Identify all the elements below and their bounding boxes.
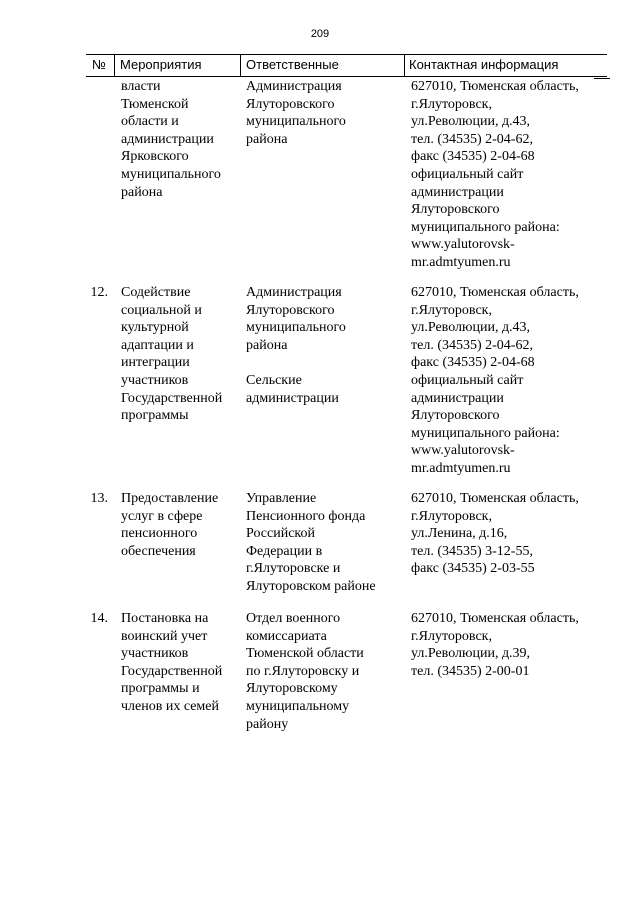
row-number: 13. bbox=[90, 491, 108, 506]
page-number: 209 bbox=[310, 28, 330, 40]
row-event: власти Тюменской области и администрации Ярковского муниципального района bbox=[121, 79, 221, 200]
row-contacts: 627010, Тюменская область, г.Ялуторовск, ул.Революции, д.43, тел. (34535) 2-04-62, факс (34535) 2-04-68 официальный сайт администрации Ялуторовского муниципального района: www.yalutorovsk- mr.admtyumen.ru bbox=[411, 285, 579, 476]
header-number: № bbox=[92, 57, 106, 72]
row-responsible: Администрация Ялуторовского муниципального района Сельские администрации bbox=[246, 285, 346, 406]
row-number: 12. bbox=[90, 285, 108, 300]
header-divider bbox=[240, 55, 241, 77]
row-event: Содействие социальной и культурной адаптации и интеграции участников Государственной программы bbox=[121, 285, 223, 424]
header-rule-top bbox=[86, 54, 607, 55]
row-contacts: 627010, Тюменская область, г.Ялуторовск, ул.Ленина, д.16, тел. (34535) 3-12-55, факс (34535) 2-03-55 bbox=[411, 491, 579, 577]
header-responsible: Ответственные bbox=[246, 57, 339, 72]
row-contacts: 627010, Тюменская область, г.Ялуторовск, ул.Революции, д.39, тел. (34535) 2-00-01 bbox=[411, 611, 579, 679]
row-contacts: 627010, Тюменская область, г.Ялуторовск, ул.Революции, д.43, тел. (34535) 2-04-62, факс (34535) 2-04-68 официальный сайт администрации Ялуторовского муниципального района: www.yalutorovsk- mr.admtyumen.ru bbox=[411, 79, 579, 270]
row-number: 14. bbox=[90, 611, 108, 626]
header-divider bbox=[114, 55, 115, 77]
header-events: Мероприятия bbox=[120, 57, 202, 72]
header-divider bbox=[404, 55, 405, 77]
header-contacts: Контактная информация bbox=[409, 57, 559, 72]
row-responsible: Отдел военного комиссариата Тюменской области по г.Ялуторовску и Ялуторовскому муниципальному району bbox=[246, 611, 364, 732]
row-event: Постановка на воинский учет участников Государственной программы и членов их семей bbox=[121, 611, 223, 714]
header-rule-bottom-tail bbox=[594, 78, 610, 79]
row-responsible: Администрация Ялуторовского муниципального района bbox=[246, 79, 346, 147]
row-event: Предоставление услуг в сфере пенсионного обеспечения bbox=[121, 491, 219, 559]
row-responsible: Управление Пенсионного фонда Российской Федерации в г.Ялуторовске и Ялуторовском районе bbox=[246, 491, 376, 594]
header-rule-bottom bbox=[86, 76, 607, 77]
